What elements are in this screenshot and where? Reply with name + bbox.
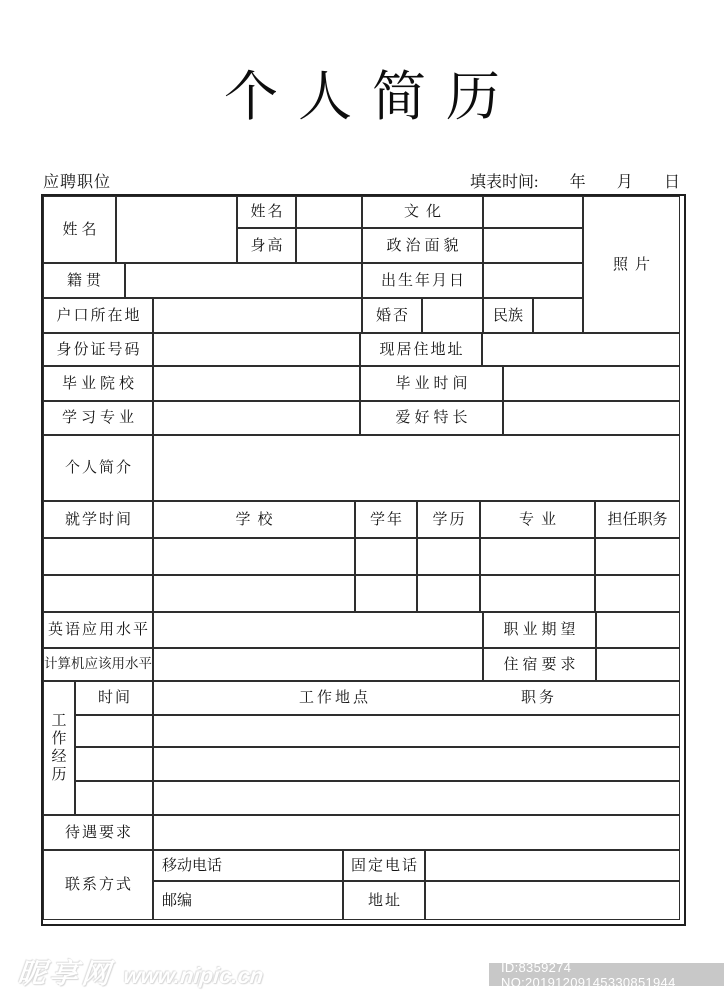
graduate-school-label: 毕业院校 [43, 366, 153, 401]
salary-requirement-label: 待遇要求 [43, 815, 153, 850]
edu-header-position: 担任职务 [595, 501, 680, 538]
work-detail-cell[interactable] [153, 715, 680, 747]
height-value[interactable] [296, 228, 362, 263]
birth-date-label: 出生年月日 [362, 263, 483, 298]
site-watermark [16, 952, 266, 992]
site-watermark-url: www.nipic.cn [122, 963, 265, 988]
mobile-phone-label: 移动电话 [153, 850, 343, 881]
political-status-value[interactable] [483, 228, 583, 263]
english-level-value[interactable] [153, 612, 483, 648]
name-small-label: 姓名 [237, 196, 296, 228]
household-location-value[interactable] [153, 298, 362, 333]
edu-empty-cell[interactable] [43, 538, 153, 575]
birth-date-value[interactable] [483, 263, 583, 298]
graduate-school-value[interactable] [153, 366, 360, 401]
personal-intro-value[interactable] [153, 435, 680, 501]
photo-cell: 照片 [583, 196, 680, 333]
address-label: 地址 [343, 881, 425, 920]
id-number-label: 身份证号码 [43, 333, 153, 366]
applicant-name-label: 姓名 [43, 196, 116, 263]
edu-empty-cell[interactable] [480, 575, 595, 612]
edu-empty-cell[interactable] [480, 538, 595, 575]
work-detail-cell[interactable] [153, 781, 680, 815]
hobbies-value[interactable] [503, 401, 680, 435]
graduation-time-label: 毕业时间 [360, 366, 503, 401]
fill-time-label: 填表时间: [470, 174, 539, 191]
edu-header-school-year: 学年 [355, 501, 417, 538]
english-level-label: 英语应用水平 [43, 612, 153, 648]
culture-label: 文化 [362, 196, 483, 228]
study-major-value[interactable] [153, 401, 360, 435]
work-place-header-cell [153, 681, 680, 715]
applicant-name-value[interactable] [116, 196, 237, 263]
work-experience-vertical-text: 工作经历 [51, 713, 67, 783]
marital-status-value[interactable] [422, 298, 483, 333]
computer-level-label: 计算机应该用水平 [43, 648, 153, 681]
native-place-value[interactable] [125, 263, 362, 298]
career-expectation-label: 职业期望 [483, 612, 596, 648]
political-status-label: 政治面貌 [362, 228, 483, 263]
year-label: 年 [569, 174, 586, 191]
work-experience-label [43, 681, 75, 815]
edu-empty-cell[interactable] [153, 575, 355, 612]
work-time-header: 时间 [75, 681, 153, 715]
salary-requirement-value[interactable] [153, 815, 680, 850]
current-address-value[interactable] [482, 333, 680, 366]
culture-value[interactable] [483, 196, 583, 228]
edu-header-degree: 学历 [417, 501, 480, 538]
work-time-cell[interactable] [75, 747, 153, 781]
computer-level-value[interactable] [153, 648, 483, 681]
page-title: 个人简历 [224, 67, 520, 127]
site-watermark-name: 昵享网 [16, 958, 116, 989]
edu-header-study-time: 就学时间 [43, 501, 153, 538]
contact-section-label: 联系方式 [43, 850, 153, 920]
edu-empty-cell[interactable] [153, 538, 355, 575]
height-label: 身高 [237, 228, 296, 263]
edu-empty-cell[interactable] [355, 538, 417, 575]
edu-empty-cell[interactable] [43, 575, 153, 612]
edu-empty-cell[interactable] [595, 575, 680, 612]
marital-status-label: 婚否 [362, 298, 422, 333]
fill-date-row [470, 169, 680, 192]
work-place-label: 工作地点 [299, 690, 372, 706]
work-detail-cell[interactable] [153, 747, 680, 781]
native-place-label: 籍贯 [43, 263, 125, 298]
address-value[interactable] [425, 881, 680, 920]
month-label: 月 [616, 174, 633, 191]
edu-empty-cell[interactable] [417, 575, 480, 612]
graduation-time-value[interactable] [503, 366, 680, 401]
id-number-value[interactable] [153, 333, 360, 366]
study-major-label: 学习专业 [43, 401, 153, 435]
work-time-cell[interactable] [75, 781, 153, 815]
fixed-phone-label: 固定电话 [343, 850, 425, 881]
work-time-cell[interactable] [75, 715, 153, 747]
accommodation-label: 住宿要求 [483, 648, 596, 681]
edu-empty-cell[interactable] [355, 575, 417, 612]
name-small-value[interactable] [296, 196, 362, 228]
edu-empty-cell[interactable] [595, 538, 680, 575]
image-id-bar: ID:8359274 NO:20191209145330851944 [489, 963, 724, 986]
hobbies-label: 爱好特长 [360, 401, 503, 435]
edu-empty-cell[interactable] [417, 538, 480, 575]
postal-code-label: 邮编 [153, 881, 343, 920]
career-expectation-value[interactable] [596, 612, 680, 648]
edu-header-major: 专业 [480, 501, 595, 538]
personal-intro-label: 个人简介 [43, 435, 153, 501]
current-address-label: 现居住地址 [360, 333, 482, 366]
edu-header-school: 学校 [153, 501, 355, 538]
ethnicity-value[interactable] [533, 298, 583, 333]
work-position-label: 职务 [521, 690, 558, 706]
phone-value[interactable] [425, 850, 680, 881]
household-location-label: 户口所在地 [43, 298, 153, 333]
day-label: 日 [663, 174, 680, 191]
accommodation-value[interactable] [596, 648, 680, 681]
apply-position-label: 应聘职位 [43, 174, 112, 191]
ethnicity-label: 民族 [483, 298, 533, 333]
